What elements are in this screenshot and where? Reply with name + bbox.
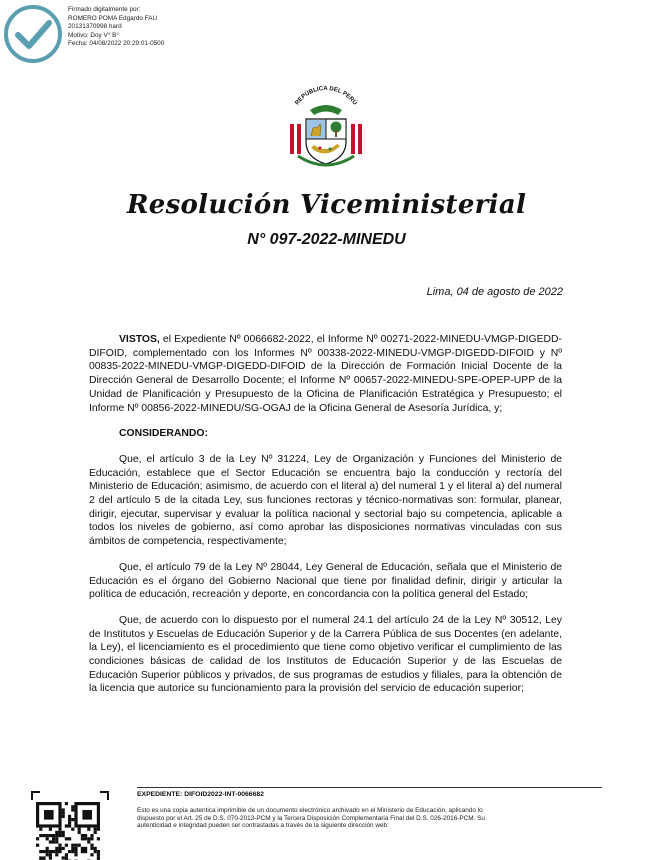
place-date: Lima, 04 de agosto de 2022	[427, 286, 563, 298]
considerando-paragraph: Que, de acuerdo con lo dispuesto por el numeral 24.1 del artículo 24 de la Ley Nº 30512, Ley de Institutos y Escuelas de Educación Superior y de la Carrera Pública de sus Docentes (en adelante, la Ley), el licenciamiento es el procedimiento que tiene como objetivo verificar el cumplimiento de las condiciones básicas de calidad de los Institutos de Educación Superior y de las Escuelas de Educación Superior públicos y privados, de sus programas de estudios y filiales, para la obtención de la licencia que autorice su funcionamiento para la provisión del servicio de educación superior;	[89, 614, 562, 696]
crest-label: REPÚBLICA DEL PERÚ	[294, 86, 358, 106]
signature-line: Firmado digitalmente por:	[68, 6, 164, 15]
peru-coat-of-arms-icon	[280, 84, 372, 176]
vistos-text: el Expediente Nº 0066682-2022, el Informe Nº 00271-2022-MINEDU-VMGP-DIGEDD-DIFOID, complementado con los Informes Nº 00338-2022-MINEDU-VMGP-DIGEDD-DIFOID y Nº 00835-2022-MINEDU-VMGP-DIGEDD-DIFOID de la Dirección de Formación Inicial Docente de la Dirección General de Desarrollo Docente; el Informe Nº 00657-2022-MINEDU-SPE-OPEP-UPP de la Unidad de Planificación y Presupuesto de la Oficina de Planificación Estratégica y Presupuesto; el Informe Nº 00856-2022-MINEDU/SG-OGAJ de la Oficina General de Asesoría Jurídica, y;	[89, 334, 562, 414]
footer-note: Esto es una copia autentica imprimible de un documento electrónico archivado en el Ministerio de Educación, aplicando lo dispuesto por el Art. 25 de D.S. 070-2013-PCM y la Tercera Disposición Complementaria Final del D.S. 026-2016-PCM. Su autenticidad e integridad pueden ser contrastadas a través de la siguiente dirección web:	[137, 807, 497, 830]
signature-id: 20131370998 hard	[68, 23, 164, 32]
signature-check-icon	[3, 4, 63, 64]
vistos-paragraph	[89, 333, 562, 415]
signature-date: Fecha: 04/08/2022 20:29:01-0500	[68, 40, 164, 49]
vistos-label: VISTOS,	[119, 334, 160, 345]
considerando-paragraph: Que, el artículo 3 de la Ley Nº 31224, Ley de Organización y Funciones del Ministerio de Educación, establece que el Sector Educación se encuentra bajo la conducción y rectoría del Ministerio de Educación; asimismo, de acuerdo con el literal a) del numeral 1 y el literal a) del numeral 2 del artículo 5 de la citada Ley, sus funciones rectoras y técnico-normativas son: formular, planear, dirigir, ejecutar, supervisar y evaluar la política nacional y sectorial bajo su competencia, aplicable a todos los niveles de gobierno, así como aprobar las disposiciones normativas vinculadas con sus ámbitos de competencia, respectivamente;	[89, 453, 562, 549]
considerando-paragraph: Que, el artículo 79 de la Ley Nº 28044, Ley General de Educación, señala que el Ministerio de Educación es el órgano del Gobierno Nacional que tiene por finalidad definir, dirigir y articular la política de educación, recreación y deporte, en concordancia con la política general del Estado;	[89, 561, 562, 602]
signature-text	[68, 6, 164, 49]
signature-reason: Motivo: Doy V° B°	[68, 32, 164, 41]
resolution-number: N° 097-2022-MINEDU	[0, 231, 653, 249]
considerando-heading: CONSIDERANDO:	[119, 427, 562, 441]
svg-text:REPÚBLICA DEL PERÚ	[294, 86, 358, 106]
footer-expediente: EXPEDIENTE: DIFOID2022-INT-0066682	[137, 791, 567, 798]
footer-divider	[137, 787, 602, 788]
signature-signer: ROMERO POMA Edgardo FAU	[68, 15, 164, 24]
page-footer	[137, 787, 567, 830]
digital-signature	[0, 0, 200, 70]
document-body	[89, 333, 562, 708]
document-title: Resolución Viceministerial	[0, 190, 653, 220]
qr-code-icon	[30, 790, 110, 860]
